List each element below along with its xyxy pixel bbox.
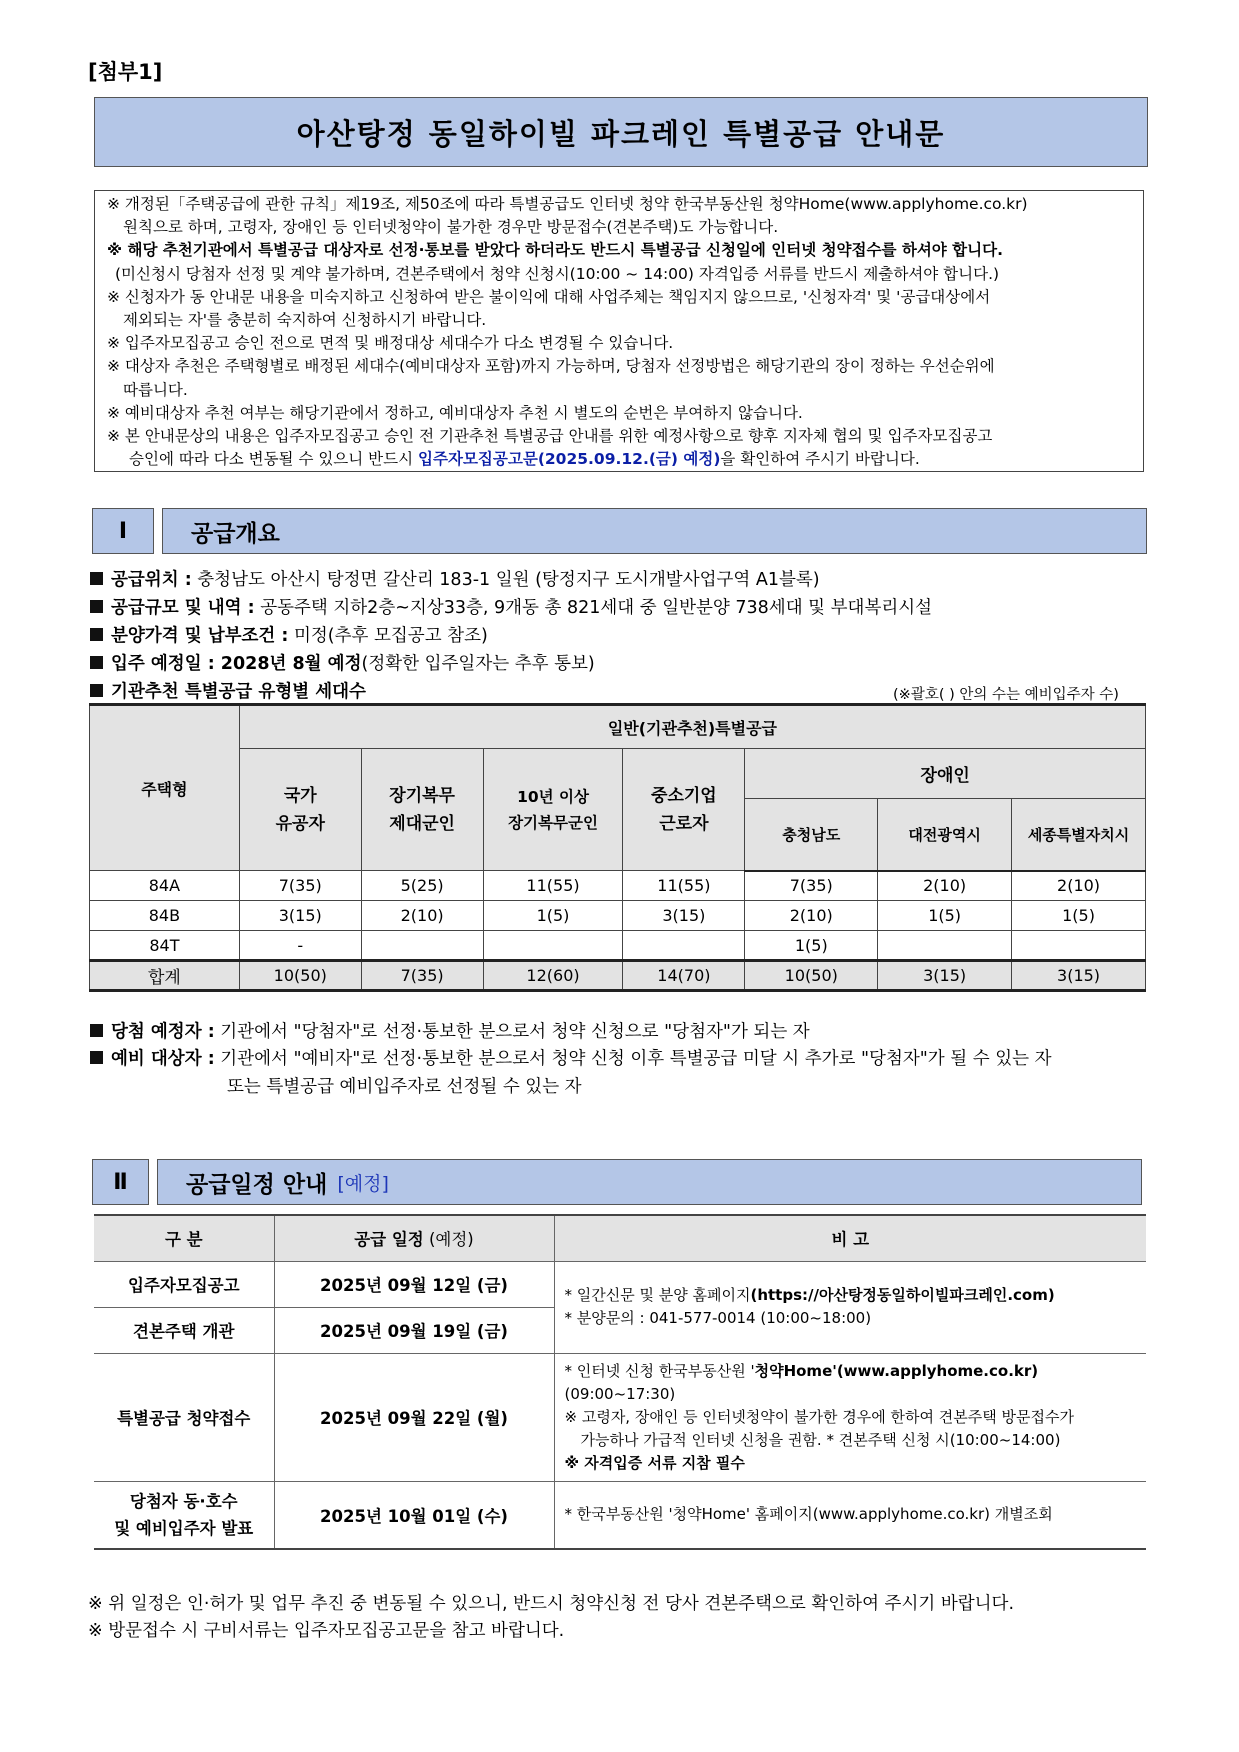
cell: 12(60)	[483, 961, 623, 991]
cell: 7(35)	[239, 871, 361, 901]
notice-line: ※ 예비대상자 추천 여부는 해당기관에서 정하고, 예비대상자 추천 시 별도의 순번은 부여하지 않습니다.	[107, 403, 803, 422]
cell: 10(50)	[745, 961, 878, 991]
cell	[1012, 931, 1146, 961]
cell: 3(15)	[623, 901, 745, 931]
notice-line: 을 확인하여 주시기 바랍니다.	[720, 450, 920, 469]
cell	[878, 931, 1012, 961]
quota-table	[89, 703, 1146, 992]
cell: 1(5)	[1012, 901, 1146, 931]
schedule-name: 입주자모집공고	[94, 1261, 274, 1307]
bullet-square-icon	[90, 684, 103, 697]
winner-definition: 당첨 예정자 : 기관에서 "당첨자"로 선정·통보한 분으로서 청약 신청으로 "당첨자"가 되는 자	[90, 1018, 810, 1043]
notice-line: ※ 신청자가 동 안내문 내용을 미숙지하고 신청하여 받은 불이익에 대해 사업주체는 책임지지 않으므로, '신청자격' 및 '공급대상에서	[107, 287, 991, 306]
notice-line: 제외되는 자'를 충분히 숙지하여 신청하시기 바랍니다.	[123, 311, 487, 330]
cell: 7(35)	[745, 871, 878, 901]
notice-line: 승인에 따라 다소 변동될 수 있으니 반드시	[129, 450, 419, 469]
cell: 84B	[90, 901, 240, 931]
notice-line: ※ 대상자 추천은 주택형별로 배정된 세대수(예비대상자 포함)까지 가능하며, 당첨자 선정방법은 해당기관의 장이 정하는 우선순위에	[107, 357, 995, 376]
bullet-square-icon	[90, 1051, 103, 1064]
bullet-square-icon	[90, 628, 103, 641]
table-row	[90, 871, 1146, 901]
schedule-remark: * 일간신문 및 분양 홈페이지(https://아산탕정동일하이빌파크레인.com) * 분양문의 : 041-577-0014 (10:00~18:00)	[554, 1261, 1146, 1353]
section1-header	[92, 508, 1147, 554]
col-remarks: 비 고	[554, 1215, 1146, 1261]
cell: 3(15)	[1012, 961, 1146, 991]
bullet-square-icon	[90, 1024, 103, 1037]
cell: 5(25)	[361, 871, 483, 901]
col-disabled-header: 장애인	[745, 749, 1146, 799]
schedule-date: 2025년 10월 01일 (수)	[274, 1481, 554, 1549]
move-in-date: 입주 예정일 : 2028년 8월 예정(정확한 입주일자는 추후 통보)	[90, 650, 595, 675]
cell: 2(10)	[878, 871, 1012, 901]
table-row	[90, 901, 1146, 931]
cell: 7(35)	[361, 961, 483, 991]
cell	[483, 931, 623, 961]
notice-box	[94, 190, 1144, 472]
schedule-date: 2025년 09월 22일 (월)	[274, 1353, 554, 1481]
cell: 10(50)	[239, 961, 361, 991]
schedule-date: 2025년 09월 12일 (금)	[274, 1261, 554, 1307]
notice-line: 원칙으로 하며, 고령자, 장애인 등 인터넷청약이 불가한 경우만 방문접수(견본주택)도 가능합니다.	[123, 218, 779, 237]
col-header: 세종특별자치시	[1012, 799, 1146, 871]
cell: 1(5)	[878, 901, 1012, 931]
cell: 1(5)	[483, 901, 623, 931]
cell: 2(10)	[745, 901, 878, 931]
cell: 합계	[90, 961, 240, 991]
footer-note: ※ 방문접수 시 구비서류는 입주자모집공고문을 참고 바랍니다.	[88, 1621, 565, 1641]
notice-line: ※ 본 안내문상의 내용은 입주자모집공고 승인 전 기관추천 특별공급 안내를 위한 예정사항으로 향후 지자체 협의 및 입주자모집공고	[107, 427, 993, 446]
attachment-label: [첨부1]	[88, 60, 163, 84]
col-header: 장기복무 제대군인	[361, 749, 483, 871]
cell	[361, 931, 483, 961]
cell: 1(5)	[745, 931, 878, 961]
supply-price: 분양가격 및 납부조건 : 미정(추후 모집공고 참조)	[90, 622, 488, 647]
notice-line: (미신청시 당첨자 선정 및 계약 불가하며, 견본주택에서 청약 신청시(10:00 ~ 14:00) 자격입증 서류를 반드시 제출하셔야 합니다.)	[115, 264, 1000, 283]
table-note: (※괄호( ) 안의 수는 예비입주자 수)	[893, 687, 1119, 703]
notice-announcement-link: 입주자모집공고문(2025.09.12.(금) 예정)	[418, 450, 721, 469]
cell: 84T	[90, 931, 240, 961]
cell: 11(55)	[483, 871, 623, 901]
schedule-date: 2025년 09월 19일 (금)	[274, 1307, 554, 1353]
section2-title: 공급일정 안내 [예정]	[157, 1159, 1142, 1205]
bullet-square-icon	[90, 656, 103, 669]
table-row	[90, 931, 1146, 961]
col-header: 중소기업 근로자	[623, 749, 745, 871]
schedule-remark: * 한국부동산원 '청약Home' 홈페이지(www.applyhome.co.kr) 개별조회	[554, 1481, 1146, 1549]
footer-note: ※ 위 일정은 인·허가 및 업무 추진 중 변동될 수 있으니, 반드시 청약신청 전 당사 견본주택으로 확인하여 주시기 바랍니다.	[88, 1594, 1015, 1614]
cell: 3(15)	[878, 961, 1012, 991]
schedule-name: 당첨자 동·호수 및 예비입주자 발표	[94, 1481, 274, 1549]
col-schedule: 공급 일정 (예정)	[274, 1215, 554, 1261]
schedule-name: 특별공급 청약접수	[94, 1353, 274, 1481]
cell: 11(55)	[623, 871, 745, 901]
reserve-definition-cont: 또는 특별공급 예비입주자로 선정될 수 있는 자	[227, 1077, 582, 1097]
cell: 2(10)	[1012, 871, 1146, 901]
notice-line: ※ 개정된「주택공급에 관한 규칙」제19조, 제50조에 따라 특별공급도 인터넷 청약 한국부동산원 청약Home(www.applyhome.co.kr)	[107, 195, 1028, 213]
schedule-table	[94, 1214, 1146, 1550]
cell	[623, 931, 745, 961]
supply-location: 공급위치 : 충청남도 아산시 탕정면 갈산리 183-1 일원 (탕정지구 도시개발사업구역 A1블록)	[90, 566, 820, 591]
section1-number: Ⅰ	[92, 508, 154, 554]
section1-title: 공급개요	[162, 508, 1147, 554]
schedule-name: 견본주택 개관	[94, 1307, 274, 1353]
table-heading: 기관추천 특별공급 유형별 세대수	[90, 678, 366, 703]
cell: 14(70)	[623, 961, 745, 991]
cell: 2(10)	[361, 901, 483, 931]
bullet-square-icon	[90, 600, 103, 613]
section2-number: Ⅱ	[92, 1159, 149, 1205]
notice-line: 따릅니다.	[123, 380, 188, 399]
bullet-square-icon	[90, 572, 103, 585]
col-house-type: 주택형	[90, 705, 240, 871]
cell: 84A	[90, 871, 240, 901]
col-group-header: 일반(기관추천)특별공급	[239, 705, 1145, 749]
notice-line: ※ 입주자모집공고 승인 전으로 면적 및 배정대상 세대수가 다소 변경될 수 있습니다.	[107, 334, 674, 353]
col-header: 충청남도	[745, 799, 878, 871]
table-row-total	[90, 961, 1146, 991]
section2-subtitle: [예정]	[337, 1172, 389, 1195]
cell: -	[239, 931, 361, 961]
supply-scale: 공급규모 및 내역 : 공동주택 지하2층~지상33층, 9개동 총 821세대 중 일반분양 738세대 및 부대복리시설	[90, 594, 932, 619]
col-header: 대전광역시	[878, 799, 1012, 871]
notice-line-important: ※ 해당 추천기관에서 특별공급 대상자로 선정·통보를 받았다 하더라도 반드시 특별공급 신청일에 인터넷 청약접수를 하셔야 합니다.	[107, 241, 1003, 260]
section2-header	[92, 1159, 1142, 1205]
col-category: 구 분	[94, 1215, 274, 1261]
col-header: 국가 유공자	[239, 749, 361, 871]
cell: 3(15)	[239, 901, 361, 931]
page-title: 아산탕정 동일하이빌 파크레인 특별공급 안내문	[94, 97, 1148, 167]
schedule-remark: * 인터넷 신청 한국부동산원 '청약Home'(www.applyhome.co.kr) (09:00~17:30) ※ 고령자, 장애인 등 인터넷청약이 불가한 경우에 한하여 견본주택 방문접수가 가능하나 가급적 인터넷 신청을 권함. * 견본주택 신청 시(10:00~14:00) ※ 자격입증 서류 지참 필수	[554, 1353, 1146, 1481]
reserve-definition: 예비 대상자 : 기관에서 "예비자"로 선정·통보한 분으로서 청약 신청 이후 특별공급 미달 시 추가로 "당첨자"가 될 수 있는 자	[90, 1045, 1052, 1070]
col-header: 10년 이상 장기복무군인	[483, 749, 623, 871]
